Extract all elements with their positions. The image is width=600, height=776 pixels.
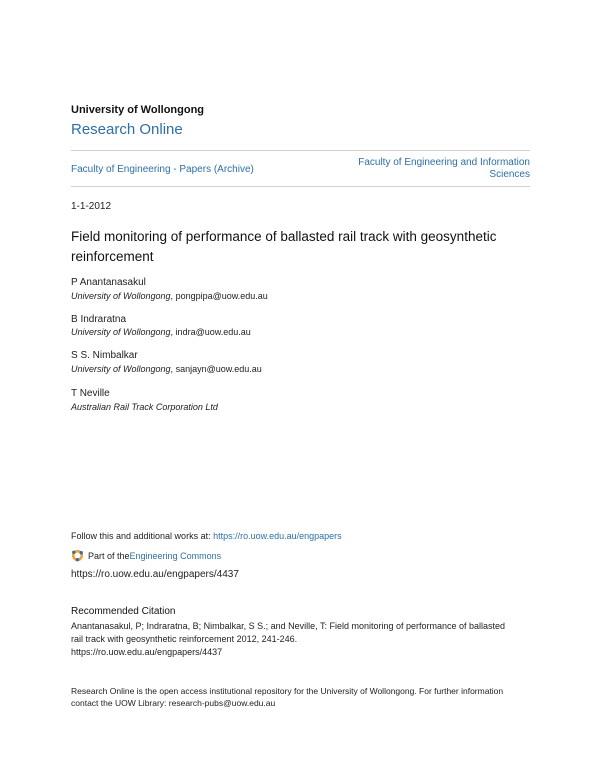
engineering-commons-link[interactable]: Engineering Commons bbox=[129, 550, 222, 561]
citation-text: Anantanasakul, P; Indraratna, B; Nimbalkar, S S.; and Neville, T: Field monitoring of performance of ballasted rail track with geosynthetic reinforcement 2012, 241-246. bbox=[71, 621, 506, 644]
paper-title: Field monitoring of performance of ballasted rail track with geosynthetic reinforcement bbox=[71, 229, 497, 264]
affiliation-name: Australian Rail Track Corporation Ltd bbox=[71, 402, 218, 412]
faculty-link-right[interactable] bbox=[320, 157, 530, 181]
author-name: B Indraratna bbox=[71, 314, 127, 325]
affiliation-name: University of Wollongong bbox=[71, 291, 171, 301]
author-affiliation: University of Wollongong, indra@uow.edu.au bbox=[71, 327, 251, 337]
publication-date: 1-1-2012 bbox=[71, 201, 112, 212]
faculty-link-left[interactable]: Faculty of Engineering - Papers (Archive) bbox=[71, 164, 254, 175]
affiliation-name: University of Wollongong bbox=[71, 327, 171, 337]
commons-network-icon bbox=[71, 549, 84, 562]
repository-name[interactable]: Research Online bbox=[71, 121, 183, 138]
author-affiliation: University of Wollongong, sanjayn@uow.edu.au bbox=[71, 364, 262, 374]
author-email: indra@uow.edu.au bbox=[175, 327, 251, 337]
author-email: sanjayn@uow.edu.au bbox=[175, 364, 262, 374]
author-name: P Anantanasakul bbox=[71, 277, 146, 288]
author-name: T Neville bbox=[71, 388, 110, 399]
paper-url[interactable]: https://ro.uow.edu.au/engpapers/4437 bbox=[71, 569, 239, 580]
partof-text: Part of the bbox=[88, 550, 130, 561]
author-email: pongpipa@uow.edu.au bbox=[175, 291, 268, 301]
faculty-right-line2: Sciences bbox=[489, 169, 530, 180]
footer-note: Research Online is the open access institutional repository for the University of Wollongong. For further information contact the UOW Library: research-pubs@uow.edu.au bbox=[71, 686, 504, 708]
follow-link[interactable]: https://ro.uow.edu.au/engpapers bbox=[213, 531, 342, 541]
divider-top bbox=[71, 150, 530, 151]
citation-heading: Recommended Citation bbox=[71, 606, 176, 617]
author-name: S S. Nimbalkar bbox=[71, 350, 138, 361]
affiliation-name: University of Wollongong bbox=[71, 364, 171, 374]
follow-text: Follow this and additional works at: bbox=[71, 531, 214, 541]
follow-line bbox=[71, 531, 342, 541]
part-of-line bbox=[71, 549, 221, 562]
citation-body bbox=[71, 620, 511, 659]
university-name: University of Wollongong bbox=[71, 104, 205, 116]
author-affiliation bbox=[71, 402, 218, 412]
citation-url[interactable]: https://ro.uow.edu.au/engpapers/4437 bbox=[71, 647, 223, 657]
divider-bottom bbox=[71, 186, 530, 187]
author-affiliation: University of Wollongong, pongpipa@uow.edu.au bbox=[71, 291, 268, 301]
faculty-right-line1: Faculty of Engineering and Information bbox=[358, 157, 530, 168]
